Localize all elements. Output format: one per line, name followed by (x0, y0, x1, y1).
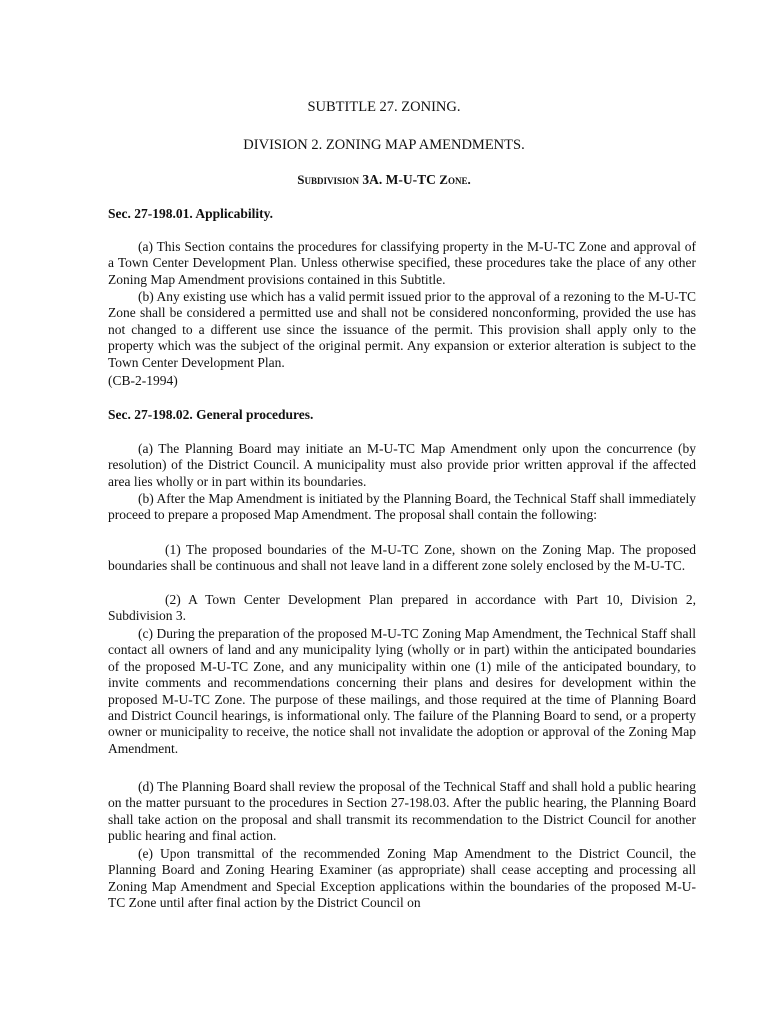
paragraph-2d: (d) The Planning Board shall review the proposal of the Technical Staff and shall hold a public hearing on the matter pursuant to the procedures in Section 27-198.03. After the public hearing, the Planning Board shall take action on the proposal and shall transmit its recommendation to the District Council for another public hearing and final action. (108, 779, 696, 844)
section-heading-general-procedures: Sec. 27-198.02. General procedures. (108, 407, 314, 422)
paragraph-2b: (b) After the Map Amendment is initiated by the Planning Board, the Technical Staff shall immediately proceed to prepare a proposed Map Amendment. The proposal shall contain the following: (108, 491, 696, 523)
subdivision-heading (0, 171, 768, 189)
paragraph-2b-1: (1) The proposed boundaries of the M-U-TC Zone, shown on the Zoning Map. The proposed boundaries shall be continuous and shall not leave land in a different zone solely enclosed by the M-U-TC. (108, 542, 696, 574)
subdivision-label: Subdivision (297, 172, 360, 187)
subtitle-heading: SUBTITLE 27. ZONING. (307, 99, 461, 115)
paragraph-2b-2: (2) A Town Center Development Plan prepared in accordance with Part 10, Division 2, Subdivision 3. (108, 592, 696, 624)
paragraph-1a: (a) This Section contains the procedures for classifying property in the M-U-TC Zone and approval of a Town Center Development Plan. Unless otherwise specified, these procedures take the place of any other Zoning Map Amendment provisions contained in this Subtitle. (108, 239, 696, 287)
subdivision-zone: Zone. (439, 172, 471, 187)
paragraph-1b: (b) Any existing use which has a valid permit issued prior to the approval of a rezoning to the M-U-TC Zone shall be considered a permitted use and shall not be considered nonconforming, provided the use has not changed to a different use since the issuance of the permit. This provision shall apply only to the property which was the subject of the original permit. Any expansion or exterior alteration is subject to the Town Center Development Plan. (108, 289, 696, 370)
division-heading: DIVISION 2. ZONING MAP AMENDMENTS. (243, 137, 525, 153)
citation: (CB-2-1994) (108, 373, 178, 388)
section-heading-applicability: Sec. 27-198.01. Applicability. (108, 206, 274, 221)
subdivision-number: 3A. M-U-TC (359, 172, 440, 187)
paragraph-2e: (e) Upon transmittal of the recommended Zoning Map Amendment to the District Council, the Planning Board and Zoning Hearing Examiner (as appropriate) shall cease accepting and processing all Zoning Map Amendment and Special Exception applications within the boundaries of the proposed M-U-TC Zone until after final action by the District Council on (108, 846, 696, 911)
paragraph-2c: (c) During the preparation of the proposed M-U-TC Zoning Map Amendment, the Technical Staff shall contact all owners of land and any municipality lying (wholly or in part) within the anticipated boundaries of the proposed M-U-TC Zone, and any municipality within one (1) mile of the anticipated boundary, to invite comments and recommendations concerning their plans and desires for development within the proposed M-U-TC Zone. The purpose of these mailings, and those required at the time of Planning Board and District Council hearings, is informational only. The failure of the Planning Board to send, or a property owner or municipality to receive, the notice shall not invalidate the adoption or approval of the Zoning Map Amendment. (108, 626, 696, 756)
paragraph-2a: (a) The Planning Board may initiate an M-U-TC Map Amendment only upon the concurrence (by resolution) of the District Council. A municipality must also provide prior written approval if the affected area lies wholly or in part within its boundaries. (108, 441, 696, 489)
